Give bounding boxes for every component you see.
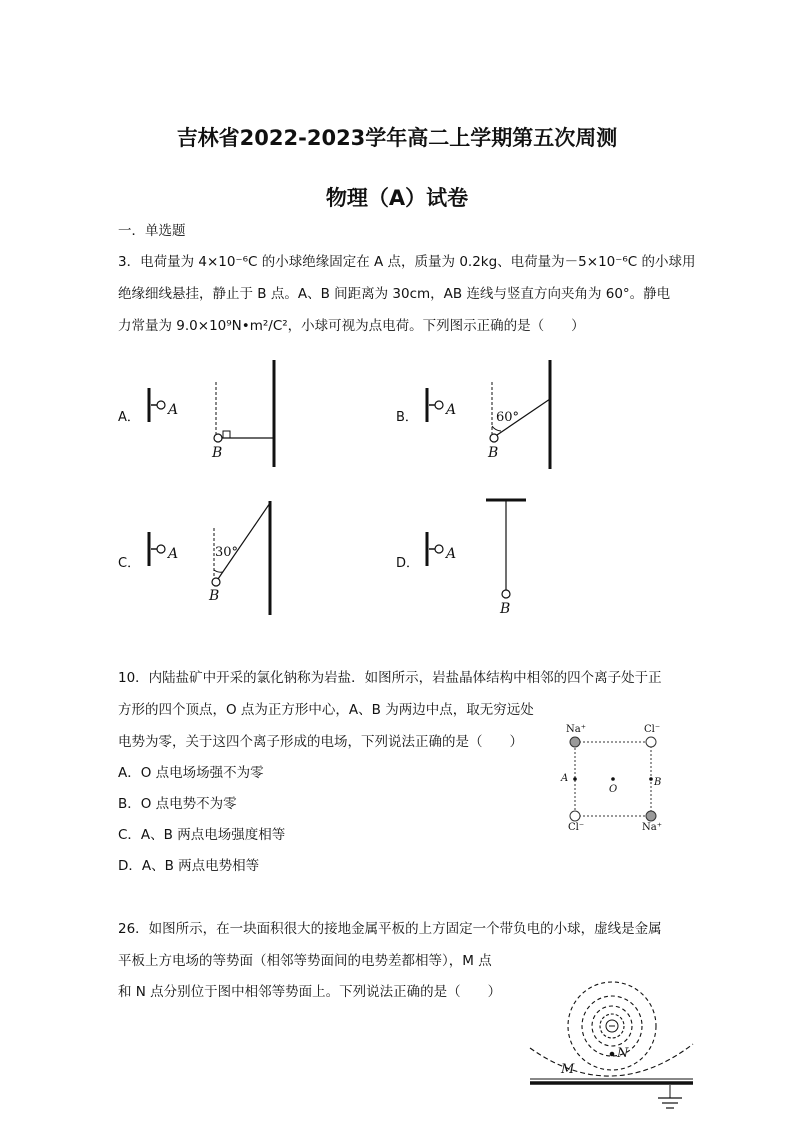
point-b-label: B xyxy=(212,445,223,461)
point-m-label: M xyxy=(561,1062,575,1077)
point-a-label: A xyxy=(446,546,457,562)
q3-figure-a xyxy=(118,360,288,470)
equipotential-diagram xyxy=(525,958,697,1118)
q26-figure xyxy=(525,958,697,1118)
q3-text-line1: 3．电荷量为 4×10⁻⁶C 的小球绝缘固定在 A 点，质量为 0.2kg、电荷量为－5×10⁻⁶C 的小球用 xyxy=(118,254,696,270)
point-b-label: B xyxy=(500,601,511,617)
option-label: A． xyxy=(118,410,140,425)
q3-figure-b xyxy=(396,360,566,470)
point-a-label: A xyxy=(168,402,179,418)
point-n-label: N xyxy=(617,1046,629,1061)
ion-label-top-right: Cl⁻ xyxy=(644,724,661,735)
point-a-label: A xyxy=(168,546,179,562)
ion-label-bottom-right: Na⁺ xyxy=(642,822,662,833)
page-title: 吉林省2022-2023学年高二上学期第五次周测 xyxy=(176,126,618,150)
q10-option-a[interactable]: A．O 点电场场强不为零 xyxy=(118,765,264,781)
point-a-label: A xyxy=(561,773,569,784)
q3-figure-d xyxy=(396,495,566,625)
point-a-label: A xyxy=(446,402,457,418)
q3-option-c[interactable] xyxy=(118,500,288,620)
option-label: D． xyxy=(396,556,420,571)
q10-text-line1: 10．内陆盐矿中开采的氯化钠称为岩盐．如图所示，岩盐晶体结构中相邻的四个离子处于正 xyxy=(118,670,662,686)
q26-text-line1: 26．如图所示，在一块面积很大的接地金属平板的上方固定一个带负电的小球，虚线是金属 xyxy=(118,921,662,937)
section-heading: 一．单选题 xyxy=(118,223,186,239)
q10-option-b[interactable]: B．O 点电势不为零 xyxy=(118,796,237,812)
point-o-label: O xyxy=(609,784,618,795)
point-b-label: B xyxy=(488,445,499,461)
point-b-label: B xyxy=(209,588,220,604)
option-label: B． xyxy=(396,410,418,425)
q26-text-line2: 平板上方电场的等势面（相邻等势面间的电势差都相等），M 点 xyxy=(118,953,492,969)
q26-text-line3: 和 N 点分别位于图中相邻等势面上。下列说法正确的是（ ） xyxy=(118,984,502,1000)
q3-option-b[interactable] xyxy=(396,360,566,470)
ion-label-top-left: Na⁺ xyxy=(566,724,586,735)
option-label: C． xyxy=(118,556,141,571)
ion-label-bottom-left: Cl⁻ xyxy=(568,822,585,833)
q3-option-a[interactable] xyxy=(118,360,288,470)
page-subtitle: 物理（A）试卷 xyxy=(325,186,469,210)
q3-option-d[interactable] xyxy=(396,495,566,625)
q3-figure-c xyxy=(118,500,288,620)
q10-figure xyxy=(556,722,676,842)
point-b-label: B xyxy=(654,777,662,788)
q10-text-line2: 方形的四个顶点，O 点为正方形中心，A、B 为两边中点，取无穷远处 xyxy=(118,702,534,718)
q10-option-c[interactable]: C．A、B 两点电场强度相等 xyxy=(118,827,286,843)
angle-label: 60° xyxy=(496,410,520,425)
q10-text-line3: 电势为零，关于这四个离子形成的电场，下列说法正确的是（ ） xyxy=(118,734,523,750)
q3-text-line3: 力常量为 9.0×10⁹N•m²/C²，小球可视为点电荷。下列图示正确的是（ ） xyxy=(118,318,585,334)
q3-text-line2: 绝缘细线悬挂，静止于 B 点。A、B 间距离为 30cm，AB 连线与竖直方向夹角为 60°。静电 xyxy=(118,286,671,302)
q10-option-d[interactable]: D．A、B 两点电势相等 xyxy=(118,858,260,874)
angle-label: 30° xyxy=(215,545,239,560)
